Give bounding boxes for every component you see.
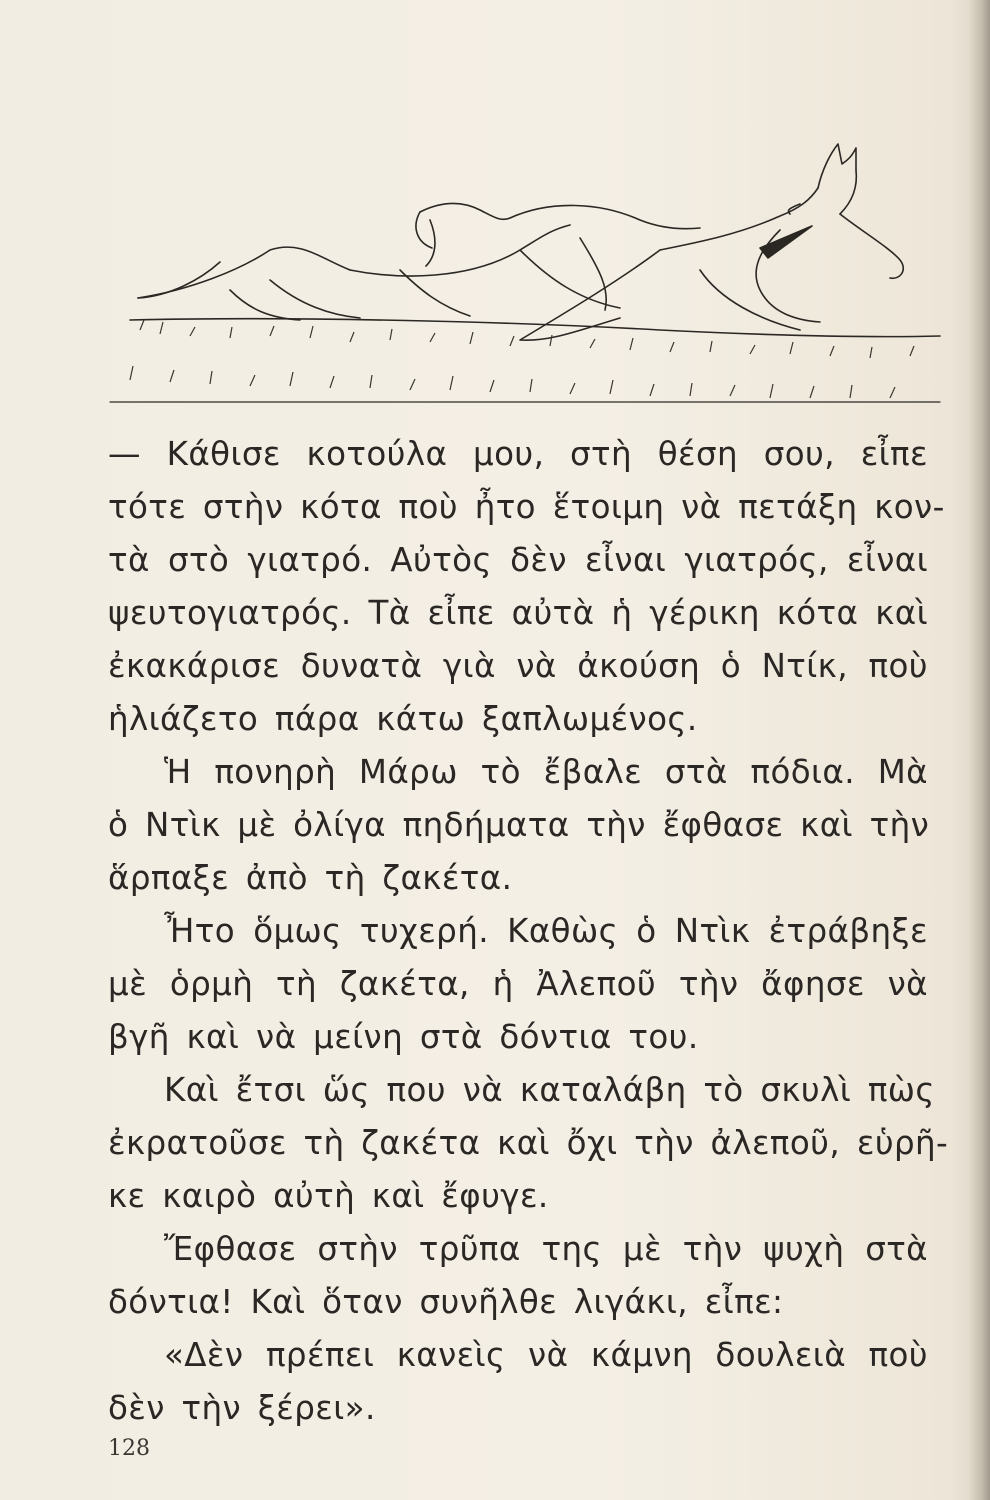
text-line: ἐκρατοῦσε τὴ ζακέτα καὶ ὄχι τὴν ἀλεποῦ, εὑρῆ- [108,1124,949,1162]
text-line: — Κάθισε κοτούλα μου, στὴ θέση σου, εἶπε [108,435,928,473]
page-number: 128 [108,1436,150,1461]
text-line: ψευτογιατρός. Τὰ εἶπε αὐτὰ ἡ γέρικη κότα καὶ [108,594,928,632]
text-line: Ἔφθασε στὴν τρῦπα της μὲ τὴν ψυχὴ στὰ [164,1230,928,1268]
text-line: Ἡ πονηρὴ Μάρω τὸ ἔβαλε στὰ πόδια. Μὰ [164,753,928,791]
text-line: ἅρπαξε ἀπὸ τὴ ζακέτα. [108,859,513,897]
story-text [108,428,949,1435]
text-line: ὁ Ντὶκ μὲ ὀλίγα πηδήματα τὴν ἔφθασε καὶ τὴν [108,806,930,844]
text-line: βγῆ καὶ νὰ μείνη στὰ δόντια του. [108,1018,699,1056]
text-line: μὲ ὁρμὴ τὴ ζακέτα, ἡ Ἀλεποῦ τὴν ἄφησε νὰ [108,965,928,1003]
text-line: Ἦτο ὅμως τυχερή. Καθὼς ὁ Ντὶκ ἐτράβηξε [164,912,928,950]
text-line: Καὶ ἔτσι ὥς που νὰ καταλάβη τὸ σκυλὶ πὼς [164,1071,935,1109]
text-line: ἡλιάζετο πάρα κάτω ξαπλωμένος. [108,700,698,738]
page-edge-shadow [968,0,990,1500]
dog-chasing-fox-icon [100,130,950,420]
text-line: δόντια! Καὶ ὅταν συνῆλθε λιγάκι, εἶπε: [108,1283,784,1321]
text-line: «Δὲν πρέπει κανεὶς νὰ κάμνη δουλειὰ ποὺ [164,1336,928,1374]
text-line: δὲν τὴν ξέρει». [108,1389,376,1427]
text-line: τότε στὴν κότα ποὺ ἦτο ἕτοιμη νὰ πετάξη κον- [108,488,945,526]
text-line: κε καιρὸ αὐτὴ καὶ ἔφυγε. [108,1177,549,1215]
text-line: τὰ στὸ γιατρό. Αὐτὸς δὲν εἶναι γιατρός, εἶναι [108,541,928,579]
text-line: ἐκακάρισε δυνατὰ γιὰ νὰ ἀκούση ὁ Ντίκ, ποὺ [108,647,928,685]
